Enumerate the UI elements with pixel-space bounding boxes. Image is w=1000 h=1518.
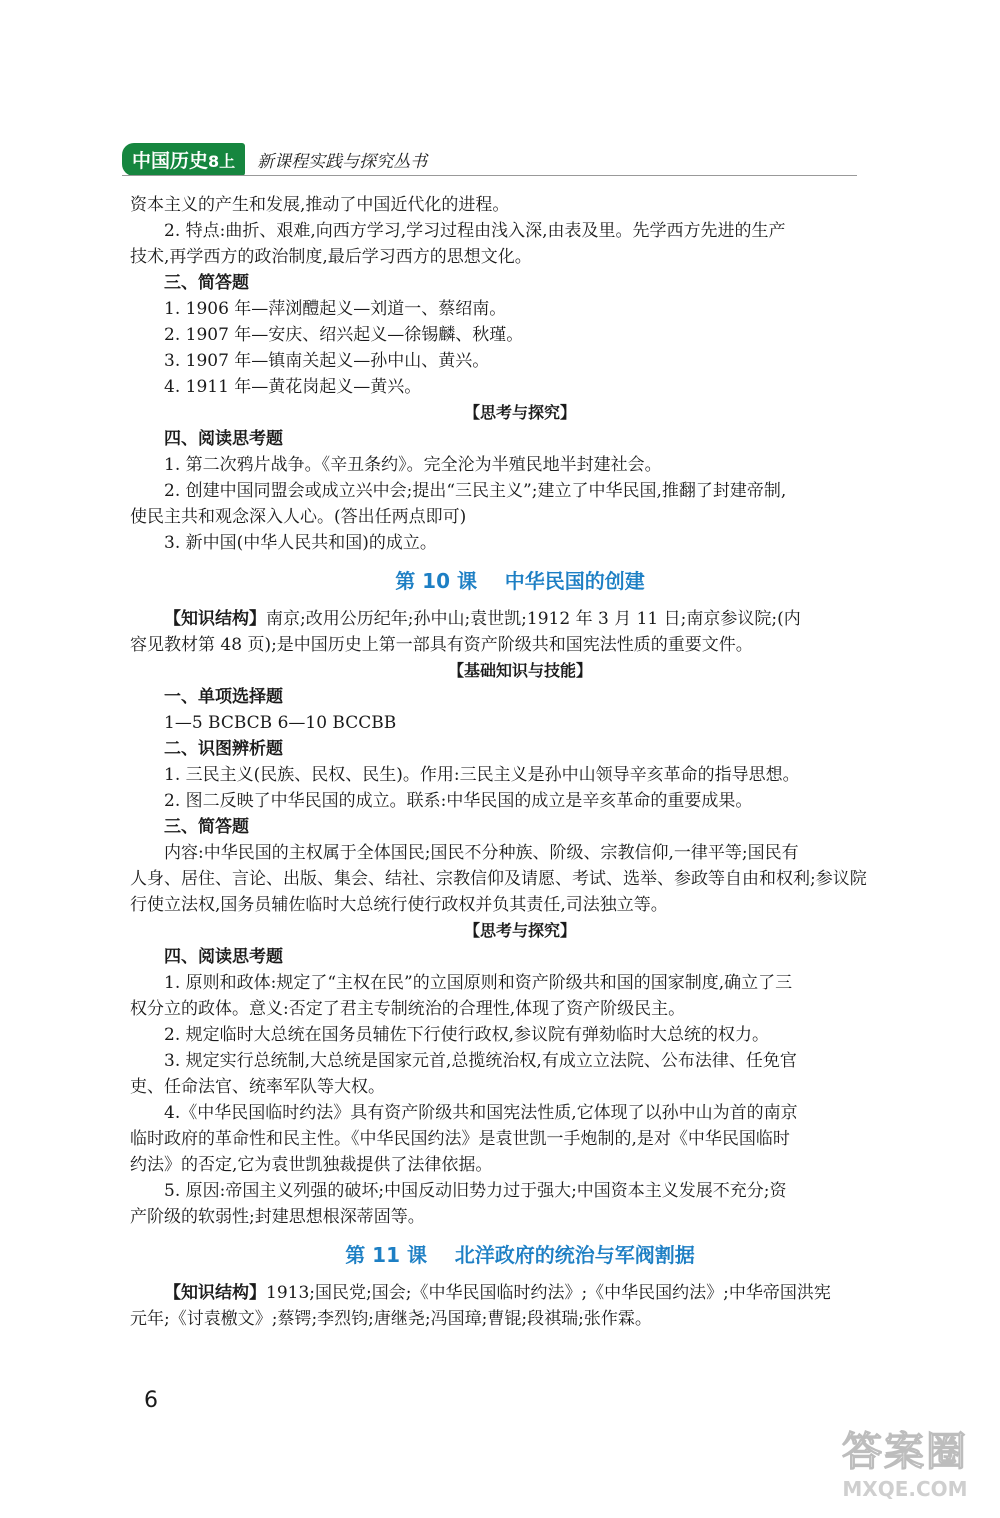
knowledge-structure-text: 南京;改用公历纪年;孙中山;袁世凯;1912 年 3 月 11 日;南京参议院;(内: [266, 609, 801, 629]
question-heading: 一、单项选择题: [164, 687, 283, 707]
page-number: 6: [144, 1388, 158, 1413]
book-title: 中国历史: [132, 150, 209, 172]
answer-line: 3. 新中国(中华人民共和国)的成立。: [164, 533, 437, 553]
answer-line: 人身、居住、言论、出版、集会、结社、宗教信仰及请愿、考试、选举、参政等自由和权利;参议院: [130, 869, 867, 889]
answer-content: [130, 192, 910, 1332]
answer-line: 3. 规定实行总统制,大总统是国家元首,总揽统治权,有成立立法院、公布法律、任免官: [164, 1051, 797, 1071]
answer-line: 2. 特点:曲折、艰难,向西方学习,学习过程由浅入深,由表及里。先学西方先进的生产: [164, 221, 786, 241]
answer-line: 2. 1907 年—安庆、绍兴起义—徐锡麟、秋瑾。: [164, 325, 524, 345]
question-heading: 三、简答题: [164, 817, 249, 837]
question-heading: 三、简答题: [164, 273, 249, 293]
page-header: [122, 143, 427, 176]
answer-line: 容见教材第 48 页);是中国历史上第一部具有资产阶级共和国宪法性质的重要文件。: [130, 635, 753, 655]
knowledge-structure-line: [130, 606, 910, 632]
section-banner: 【思考与探究】: [463, 403, 576, 422]
watermark-logo: 答案圈: [842, 1429, 968, 1475]
answer-line: 吏、任命法官、统率军队等大权。: [130, 1077, 385, 1097]
answer-line: 1. 1906 年—萍浏醴起义—刘道一、蔡绍南。: [164, 299, 507, 319]
question-heading: 二、识图辨析题: [164, 739, 283, 759]
answer-line: 1. 三民主义(民族、民权、民生)。作用:三民主义是孙中山领导辛亥革命的指导思想。: [164, 765, 800, 785]
answer-line: 权分立的政体。意义:否定了君主专制统治的合理性,体现了资产阶级民主。: [130, 999, 686, 1019]
series-title: 新课程实践与探究丛书: [257, 152, 428, 172]
section-banner: 【基础知识与技能】: [447, 661, 592, 680]
book-grade: 8上: [208, 152, 236, 171]
answer-line: 临时政府的革命性和民主性。《中华民国约法》是袁世凯一手炮制的,是对《中华民国临时: [130, 1129, 790, 1149]
question-heading: 四、阅读思考题: [164, 947, 283, 967]
answer-line: 2. 创建中国同盟会或成立兴中会;提出“三民主义”;建立了中华民国,推翻了封建帝制,: [164, 481, 787, 501]
question-heading: 四、阅读思考题: [164, 429, 283, 449]
answer-line: 行使立法权,国务员辅佐临时大总统行使行政权并负其责任,司法独立等。: [130, 895, 668, 915]
answer-line: 1. 原则和政体:规定了“主权在民”的立国原则和资产阶级共和国的国家制度,确立了三: [164, 973, 793, 993]
answer-line: 1—5 BCBCB 6—10 BCCBB: [164, 713, 397, 733]
answer-line: 内容:中华民国的主权属于全体国民;国民不分种族、阶级、宗教信仰,一律平等;国民有: [164, 843, 799, 863]
lesson-title: 第 11 课 北洋政府的统治与军阀割据: [345, 1243, 695, 1267]
header-divider: [122, 175, 857, 176]
answer-line: 约法》的否定,它为袁世凯独裁提供了法律依据。: [130, 1155, 493, 1175]
answer-line: 5. 原因:帝国主义列强的破坏;中国反动旧势力过于强大;中国资本主义发展不充分;资: [164, 1181, 787, 1201]
knowledge-structure-text: 1913;国民党;国会;《中华民国临时约法》;《中华民国约法》;中华帝国洪宪: [266, 1283, 831, 1303]
answer-line: 2. 规定临时大总统在国务员辅佐下行使行政权,参议院有弹劾临时大总统的权力。: [164, 1025, 770, 1045]
answer-line: 资本主义的产生和发展,推动了中国近代化的进程。: [130, 195, 510, 215]
answer-line: 1. 第二次鸦片战争。《辛丑条约》。完全沦为半殖民地半封建社会。: [164, 455, 662, 475]
answer-line: 产阶级的软弱性;封建思想根深蒂固等。: [130, 1207, 425, 1227]
section-banner: 【思考与探究】: [463, 921, 576, 940]
watermark: [820, 1420, 990, 1501]
knowledge-structure-label: 【知识结构】: [164, 1283, 266, 1303]
answer-line: 3. 1907 年—镇南关起义—孙中山、黄兴。: [164, 351, 490, 371]
answer-line: 2. 图二反映了中华民国的成立。联系:中华民国的成立是辛亥革命的重要成果。: [164, 791, 753, 811]
answer-line: 技术,再学西方的政治制度,最后学习西方的思想文化。: [130, 247, 532, 267]
knowledge-structure-label: 【知识结构】: [164, 609, 266, 629]
lesson-title: 第 10 课 中华民国的创建: [395, 569, 645, 593]
answer-line: 使民主共和观念深入人心。(答出任两点即可): [130, 507, 467, 527]
knowledge-structure-line: [130, 1280, 910, 1306]
watermark-url: MXQE.COM: [842, 1477, 968, 1501]
book-title-badge: [122, 143, 245, 176]
answer-line: 4. 1911 年—黄花岗起义—黄兴。: [164, 377, 422, 397]
answer-line: 4.《中华民国临时约法》具有资产阶级共和国宪法性质,它体现了以孙中山为首的南京: [164, 1103, 798, 1123]
answer-line: 元年;《讨袁檄文》;蔡锷;李烈钧;唐继尧;冯国璋;曹锟;段祺瑞;张作霖。: [130, 1309, 652, 1329]
